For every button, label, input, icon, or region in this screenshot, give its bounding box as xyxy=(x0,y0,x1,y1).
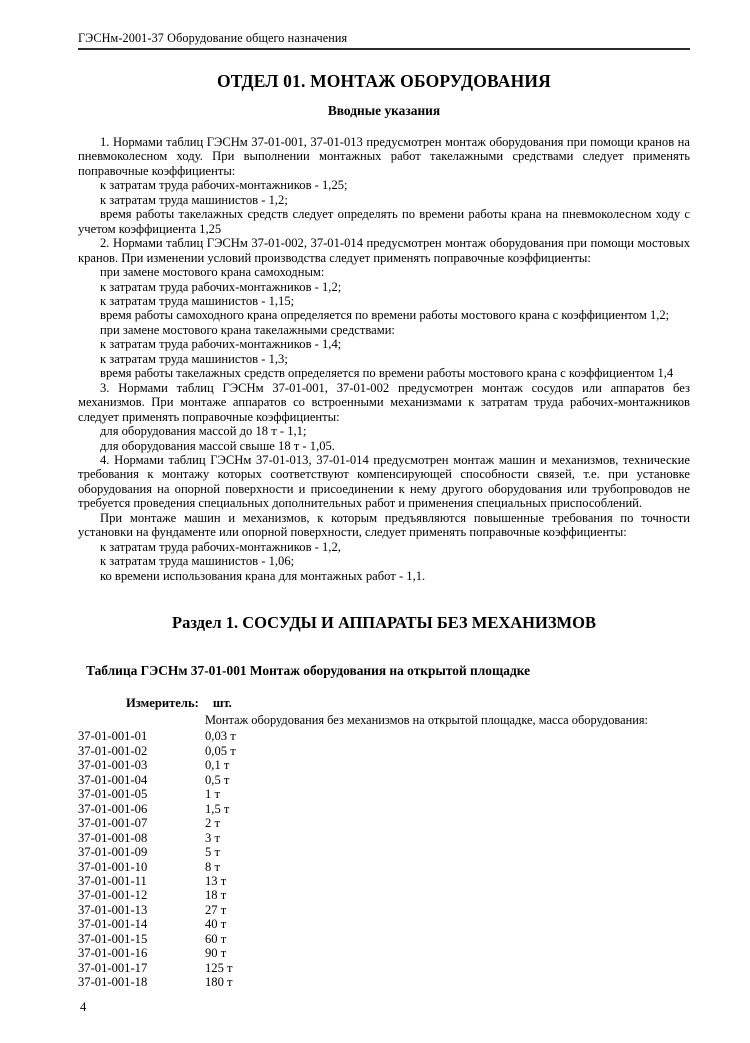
rate-mass: 0,03 т xyxy=(205,729,236,744)
table-row xyxy=(78,729,236,743)
rate-code: 37-01-001-12 xyxy=(78,888,148,903)
rate-code: 37-01-001-02 xyxy=(78,743,148,758)
table-group-caption: Монтаж оборудования без механизмов на открытой площадке, масса оборудования: xyxy=(205,713,648,728)
rates-table-body xyxy=(78,729,236,989)
table-row xyxy=(78,874,236,888)
intro-item-3-1: для оборудования массой до 18 т - 1,1; xyxy=(100,424,307,439)
table-row xyxy=(78,917,236,931)
measure-label: Измеритель: xyxy=(126,696,199,711)
intro-paragraph-1: 1. Нормами таблиц ГЭСНм 37-01-001, 37-01-013 предусмотрен монтаж оборудования при помощи кранов на пневмоколесном ходу. При выполнении монтажных работ такелажными средствами следует применять поправочные коэффициенты: xyxy=(78,135,690,178)
rate-mass: 8 т xyxy=(205,859,220,874)
rate-mass: 40 т xyxy=(205,917,227,932)
intro-item-2-7: к затратам труда машинистов - 1,3; xyxy=(100,351,288,366)
table-row xyxy=(78,888,236,902)
rate-code: 37-01-001-10 xyxy=(78,859,148,874)
rate-code: 37-01-001-03 xyxy=(78,758,148,773)
rate-mass: 0,05 т xyxy=(205,743,236,758)
rate-code: 37-01-001-16 xyxy=(78,946,148,961)
rate-code: 37-01-001-05 xyxy=(78,787,148,802)
table-row xyxy=(78,975,236,989)
table-row xyxy=(78,831,236,845)
table-row xyxy=(78,932,236,946)
rate-mass: 0,5 т xyxy=(205,772,230,787)
intro-paragraph-2: 2. Нормами таблиц ГЭСНм 37-01-002, 37-01-014 предусмотрен монтаж оборудования при помощи мостовых кранов. При изменении условий производства следует применять поправочные коэффициенты: xyxy=(78,236,690,265)
intro-text-block xyxy=(78,135,690,583)
intro-paragraph-5: При монтаже машин и механизмов, к которым предъявляются повышенные требования по точности установки на фундаменте или опорной поверхности, следует применять поправочные коэффициенты: xyxy=(78,510,690,540)
rate-code: 37-01-001-13 xyxy=(78,902,148,917)
page-subtitle: Вводные указания xyxy=(327,103,441,118)
intro-item-5-2: к затратам труда машинистов - 1,06; xyxy=(100,554,295,569)
rate-code: 37-01-001-11 xyxy=(78,873,147,888)
table-row xyxy=(78,802,236,816)
part-title: Раздел 1. СОСУДЫ И АППАРАТЫ БЕЗ МЕХАНИЗМОВ xyxy=(172,613,596,633)
intro-item-2-4: время работы самоходного крана определяется по времени работы мостового крана с коэффициентом 1,2; xyxy=(100,308,670,323)
rate-mass: 2 т xyxy=(205,816,220,831)
table-row xyxy=(78,903,236,917)
intro-paragraph-3: 3. Нормами таблиц ГЭСНм 37-01-001, 37-01-002 предусмотрен монтаж сосудов или аппаратов без механизмов. При монтаже аппаратов со встроенными механизмами к затратам труда рабочих-монтажников следует применять поправочные коэффициенты: xyxy=(78,380,690,424)
table-row xyxy=(78,845,236,859)
intro-item-1-3: время работы такелажных средств следует определять по времени работы крана на пневмоколесном ходу с учетом коэффициента 1,25 xyxy=(78,207,690,236)
rate-mass: 27 т xyxy=(205,902,227,917)
rate-code: 37-01-001-06 xyxy=(78,801,148,816)
table-row xyxy=(78,758,236,772)
rate-code: 37-01-001-01 xyxy=(78,729,148,744)
intro-item-1-1: к затратам труда рабочих-монтажников - 1,25; xyxy=(100,178,348,193)
rate-code: 37-01-001-18 xyxy=(78,975,148,990)
rate-mass: 0,1 т xyxy=(205,758,230,773)
table-title: Таблица ГЭСНм 37-01-001 Монтаж оборудования на открытой площадке xyxy=(86,663,531,679)
intro-item-2-6: к затратам труда рабочих-монтажников - 1,4; xyxy=(100,337,342,352)
table-row xyxy=(78,816,236,830)
rate-mass: 90 т xyxy=(205,946,227,961)
page-title: ОТДЕЛ 01. МОНТАЖ ОБОРУДОВАНИЯ xyxy=(217,71,551,91)
intro-item-2-8: время работы такелажных средств определяется по времени работы мостового крана с коэффициентом 1,4 xyxy=(100,366,674,381)
rate-code: 37-01-001-07 xyxy=(78,816,148,831)
rate-mass: 13 т xyxy=(205,873,227,888)
rate-mass: 1 т xyxy=(205,787,220,802)
measure-value: шт. xyxy=(212,696,232,711)
intro-item-2-3: к затратам труда машинистов - 1,15; xyxy=(100,293,295,308)
rate-mass: 180 т xyxy=(205,975,233,990)
intro-item-3-2: для оборудования массой свыше 18 т - 1,05. xyxy=(100,438,335,453)
measure-row xyxy=(78,696,690,711)
intro-item-2-5: при замене мостового крана такелажными средствами: xyxy=(100,322,395,337)
rate-code: 37-01-001-15 xyxy=(78,931,148,946)
table-row xyxy=(78,946,236,960)
rate-mass: 18 т xyxy=(205,888,227,903)
document-content xyxy=(78,62,690,990)
rate-code: 37-01-001-17 xyxy=(78,960,148,975)
rate-mass: 60 т xyxy=(205,931,227,946)
rate-code: 37-01-001-08 xyxy=(78,830,148,845)
rate-code: 37-01-001-14 xyxy=(78,917,148,932)
table-row xyxy=(78,744,236,758)
table-row xyxy=(78,860,236,874)
header-divider xyxy=(78,48,690,50)
rate-mass: 125 т xyxy=(205,960,233,975)
intro-paragraph-4: 4. Нормами таблиц ГЭСНм 37-01-013, 37-01-014 предусмотрен монтаж машин и механизмов, технические требования к монтажу которых соответствуют компенсирующей способности связей, т.е. при установке оборудования на опорной поверхности и присоединении к нему другого оборудования или трубопроводов не требуется проведения специальных дополнительных работ и применения специальных приспособлений. xyxy=(78,452,690,511)
rate-mass: 5 т xyxy=(205,845,220,860)
rate-code: 37-01-001-04 xyxy=(78,772,148,787)
rates-table xyxy=(78,729,236,989)
intro-item-1-2: к затратам труда машинистов - 1,2; xyxy=(100,192,288,207)
rate-mass: 3 т xyxy=(205,830,220,845)
intro-item-5-3: ко времени использования крана для монтажных работ - 1,1. xyxy=(100,568,426,583)
rate-mass: 1,5 т xyxy=(205,801,230,816)
intro-item-5-1: к затратам труда рабочих-монтажников - 1,2, xyxy=(100,539,341,554)
rate-code: 37-01-001-09 xyxy=(78,845,148,860)
table-row xyxy=(78,961,236,975)
table-row xyxy=(78,773,236,787)
page-number: 4 xyxy=(80,1000,87,1014)
table-row xyxy=(78,787,236,801)
running-header-text: ГЭСНм-2001-37 Оборудование общего назначения xyxy=(78,31,348,45)
intro-item-2-2: к затратам труда рабочих-монтажников - 1,2; xyxy=(100,279,342,294)
intro-item-2-1: при замене мостового крана самоходным: xyxy=(100,265,325,280)
running-header xyxy=(78,31,690,50)
